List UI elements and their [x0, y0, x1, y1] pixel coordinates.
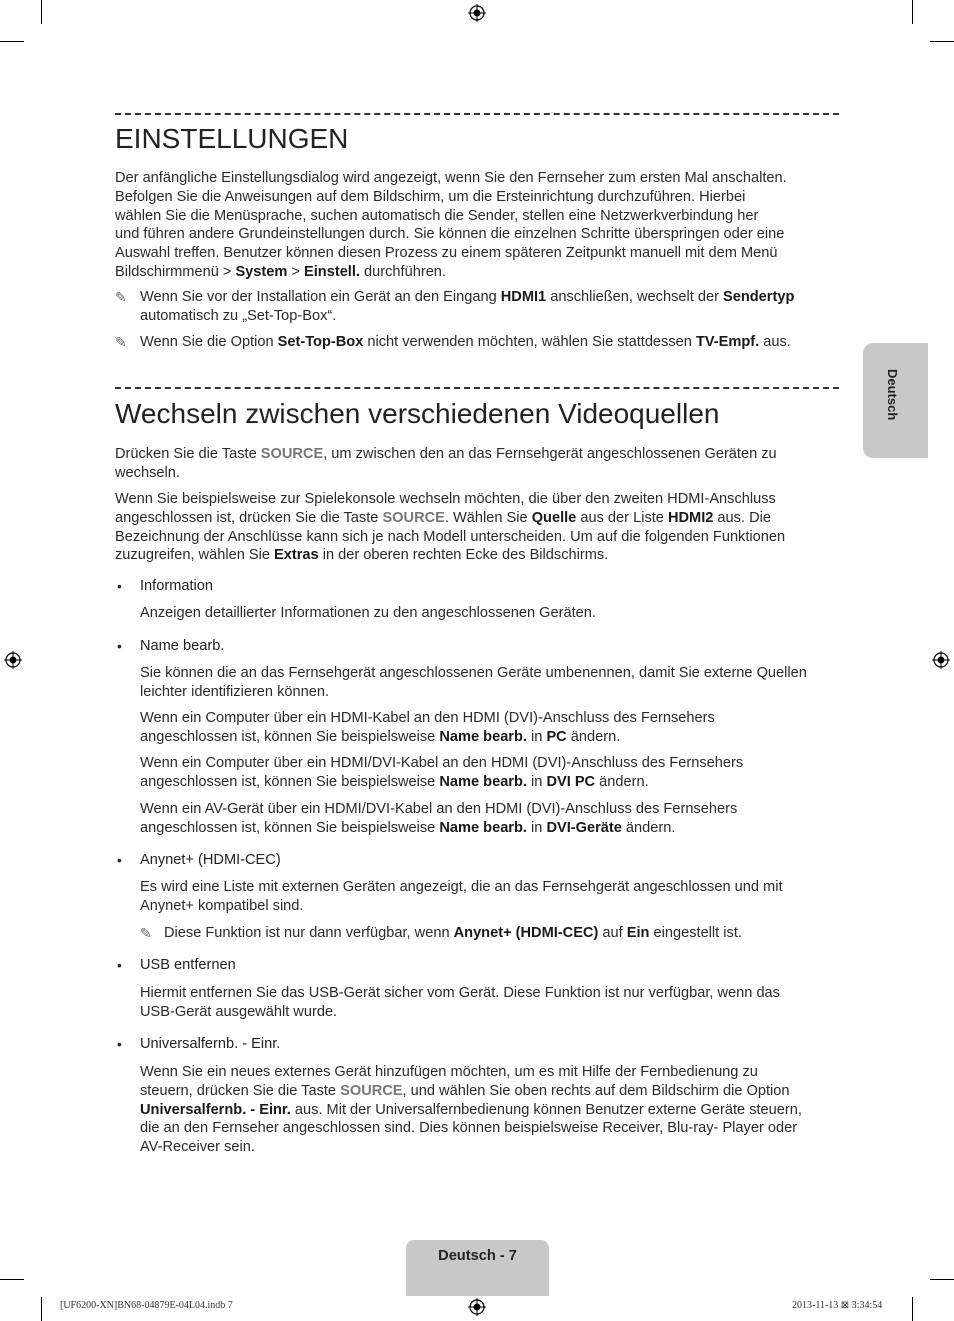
- note-icon: ✎: [115, 289, 127, 305]
- print-timestamp: 2013-11-13 ⊠ 3:34:54: [792, 1300, 883, 1311]
- bullet-icon: •: [117, 957, 122, 973]
- crop-mark: [41, 0, 42, 24]
- bullet-label: Anynet+ (HDMI-CEC): [140, 852, 281, 868]
- body-paragraph: Drücken Sie die Taste SOURCE, um zwischen den an das Fernsehgerät angeschlossenen Geräten zu wechseln.: [115, 446, 777, 481]
- bullet-icon: •: [117, 638, 122, 654]
- registration-mark-icon: [468, 1298, 486, 1316]
- page-footer-tab: [406, 1240, 549, 1296]
- bullet-text: Hiermit entfernen Sie das USB-Gerät sicher vom Gerät. Diese Funktion ist nur verfügbar, wenn das USB-Gerät ausgewählt wurde.: [140, 985, 780, 1020]
- note-text: Wenn Sie vor der Installation ein Gerät an den Eingang HDMI1 anschließen, wechselt der Sendertyp automatisch zu „Set-Top-Box“.: [140, 289, 795, 324]
- note-icon: ✎: [140, 925, 152, 941]
- note-text: Wenn Sie die Option Set-Top-Box nicht verwenden möchten, wählen Sie stattdessen TV-Empf. aus.: [140, 334, 791, 350]
- bullet-text: Es wird eine Liste mit externen Geräten angezeigt, die an das Fernsehgerät angeschlossen und mit Anynet+ kompatibel sind.: [140, 879, 783, 914]
- section-divider: [115, 387, 839, 389]
- bullet-icon: •: [117, 578, 122, 594]
- registration-mark-icon: [4, 651, 22, 669]
- side-tab-label: Deutsch: [885, 369, 900, 421]
- crop-mark: [41, 1297, 42, 1321]
- section-divider: [115, 113, 839, 115]
- section-title: Wechseln zwischen verschiedenen Videoquellen: [115, 398, 720, 429]
- bullet-text: Anzeigen detaillierter Informationen zu den angeschlossenen Geräten.: [140, 605, 596, 621]
- crop-mark: [912, 0, 913, 24]
- page-number: Deutsch - 7: [438, 1248, 517, 1264]
- registration-mark-icon: [468, 4, 486, 22]
- bullet-text: Wenn Sie ein neues externes Gerät hinzufügen möchten, um es mit Hilfe der Fernbedienung zu steuern, drücken Sie die Taste SOURCE, und wählen Sie oben rechts auf dem Bildschirm die Option Universalfernb. - Einr. aus. Mit der Universalfernbedienung können Benutzer externe Geräte steuern, die an den Fernseher angeschlossen sind. Dies können beispielsweise Receiver, Blu-ray- Player oder AV-Receiver sein.: [140, 1064, 802, 1156]
- note-text: Diese Funktion ist nur dann verfügbar, wenn Anynet+ (HDMI-CEC) auf Ein eingestellt ist.: [164, 925, 742, 941]
- crop-mark: [930, 1279, 954, 1280]
- bullet-icon: •: [117, 852, 122, 868]
- body-paragraph: Wenn Sie beispielsweise zur Spielekonsole wechseln möchten, die über den zweiten HDMI-Anschluss angeschlossen ist, drücken Sie die Taste SOURCE. Wählen Sie Quelle aus der Liste HDMI2 aus. Die Bezeichnung der Anschlüsse kann sich je nach Modell unterscheiden. Um auf die folgenden Funktionen zuzugreifen, wählen Sie Extras in der oberen rechten Ecke des Bildschirms.: [115, 491, 786, 564]
- bullet-label: USB entfernen: [140, 957, 236, 973]
- registration-mark-icon: [932, 651, 950, 669]
- crop-mark: [912, 1297, 913, 1321]
- bullet-text: Wenn ein Computer über ein HDMI-Kabel an den HDMI (DVI)-Anschluss des Fernsehers angeschlossen ist, können Sie beispielsweise Name bearb. in PC ändern.: [140, 710, 715, 745]
- section-title: EINSTELLUNGEN: [115, 123, 349, 154]
- intro-paragraph: Der anfängliche Einstellungsdialog wird angezeigt, wenn Sie den Fernseher zum ersten Mal anschalten. Befolgen Sie die Anweisungen auf dem Bildschirm, um die Ersteinrichtung durchzuführen. Hierbei wählen Sie die Menüsprache, suchen automatisch die Sender, stellen eine Netzwerkverbindung her und führen andere Grundeinstellungen durch. Sie können die einzelnen Schritte überspringen oder eine Auswahl treffen. Benutzer können diesen Prozess zu einem späteren Zeitpunkt manuell mit dem Menü Bildschirmmenü > System > Einstell. durchführen.: [115, 170, 787, 280]
- crop-mark: [0, 41, 24, 42]
- bullet-icon: •: [117, 1036, 122, 1052]
- bullet-text: Sie können die an das Fernsehgerät angeschlossenen Geräte umbenennen, damit Sie externe Quellen leichter identifizieren können.: [140, 665, 807, 700]
- crop-mark: [930, 41, 954, 42]
- bullet-label: Information: [140, 578, 214, 594]
- bullet-label: Universalfernb. - Einr.: [140, 1036, 281, 1052]
- note-icon: ✎: [115, 334, 127, 350]
- print-file-label: [UF6200-XN]BN68-04879E-04L04.indb 7: [60, 1300, 233, 1311]
- bullet-text: Wenn ein AV-Gerät über ein HDMI/DVI-Kabel an den HDMI (DVI)-Anschluss des Fernsehers angeschlossen ist, können Sie beispielsweise Name bearb. in DVI-Geräte ändern.: [140, 801, 738, 836]
- bullet-text: Wenn ein Computer über ein HDMI/DVI-Kabel an den HDMI (DVI)-Anschluss des Fernsehers angeschlossen ist, können Sie beispielsweise Name bearb. in DVI PC ändern.: [140, 755, 744, 790]
- bullet-label: Name bearb.: [140, 638, 225, 654]
- language-side-tab: [863, 343, 928, 458]
- crop-mark: [0, 1279, 24, 1280]
